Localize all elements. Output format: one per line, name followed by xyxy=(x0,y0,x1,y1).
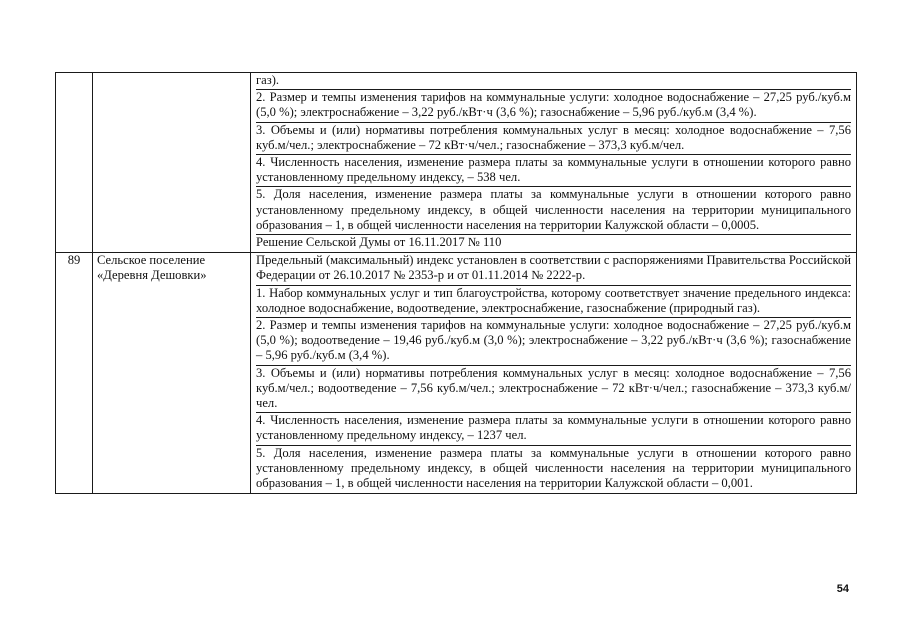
municipality-name-line: Сельское поселение xyxy=(97,253,206,268)
decision-reference: Решение Сельской Думы от 16.11.2017 № 110 xyxy=(256,235,502,250)
paragraph: 2. Размер и темпы изменения тарифов на коммунальные услуги: холодное водоснабжение – 27,25 руб./куб.м (5,0 %); водоотведение – 19,46 руб./куб.м (3,0 %); электроснабжение – 3,22 руб./кВт·ч (3,6 %); газоснабжение – 5,96 руб./куб.м (3,4 %). xyxy=(256,318,851,366)
tariff-index-table xyxy=(55,72,857,494)
description-cell xyxy=(251,73,857,253)
table-row xyxy=(56,253,857,494)
paragraph: 2. Размер и темпы изменения тарифов на коммунальные услуги: холодное водоснабжение – 27,25 руб./куб.м (5,0 %); электроснабжение – 3,22 руб./кВт·ч (3,6 %); газоснабжение – 5,96 руб./куб.м (3,4 %). xyxy=(256,90,851,122)
description-cell xyxy=(251,253,857,494)
paragraph: 5. Доля населения, изменение размера платы за коммунальные услуги в отношении которого равно установленному предельному индексу, в общей численности населения на территории муниципального образования – 1, в общей численности населения на территории Калужской области – 0,0005. xyxy=(256,187,851,235)
paragraph: 3. Объемы и (или) нормативы потребления коммунальных услуг в месяц: холодное водоснабжение – 7,56 куб.м/чел.; водоотведение – 7,56 куб.м/чел.; электроснабжение – 72 кВт·ч/чел.; газоснабжение – 373,3 куб.м/чел. xyxy=(256,366,851,414)
paragraph: газ). xyxy=(256,73,851,90)
municipality-name-line: «Деревня Дешовки» xyxy=(97,268,207,283)
row-number-cell xyxy=(56,73,93,253)
paragraph: 1. Набор коммунальных услуг и тип благоустройства, которому соответствует значение предельного индекса: холодное водоснабжение, водоотведение, электроснабжение, газоснабжение (природный газ). xyxy=(256,286,851,318)
table-row xyxy=(56,73,857,253)
row-number-cell: 89 xyxy=(56,253,93,494)
municipality-name-cell xyxy=(93,73,251,253)
paragraph: 5. Доля населения, изменение размера платы за коммунальные услуги в отношении которого равно установленному предельному индексу, в общей численности населения на территории муниципального образования – 1, в общей численности населения на территории Калужской области – 0,001. xyxy=(256,445,851,491)
paragraph: 4. Численность населения, изменение размера платы за коммунальные услуги в отношении которого равно установленному предельному индексу, – 538 чел. xyxy=(256,155,851,187)
page-number: 54 xyxy=(836,583,849,595)
paragraph: 3. Объемы и (или) нормативы потребления коммунальных услуг в месяц: холодное водоснабжение – 7,56 куб.м/чел.; электроснабжение – 72 кВт·ч/чел.; газоснабжение – 373,3 куб.м/чел. xyxy=(256,123,851,155)
municipality-name-cell xyxy=(93,253,251,494)
paragraph: Предельный (максимальный) индекс установлен в соответствии с распоряжениями Правительства Российской Федерации от 26.10.2017 № 2353-р и от 01.11.2014 № 2222-р. xyxy=(256,253,851,285)
paragraph: 4. Численность населения, изменение размера платы за коммунальные услуги в отношении которого равно установленному предельному индексу, – 1237 чел. xyxy=(256,413,851,445)
